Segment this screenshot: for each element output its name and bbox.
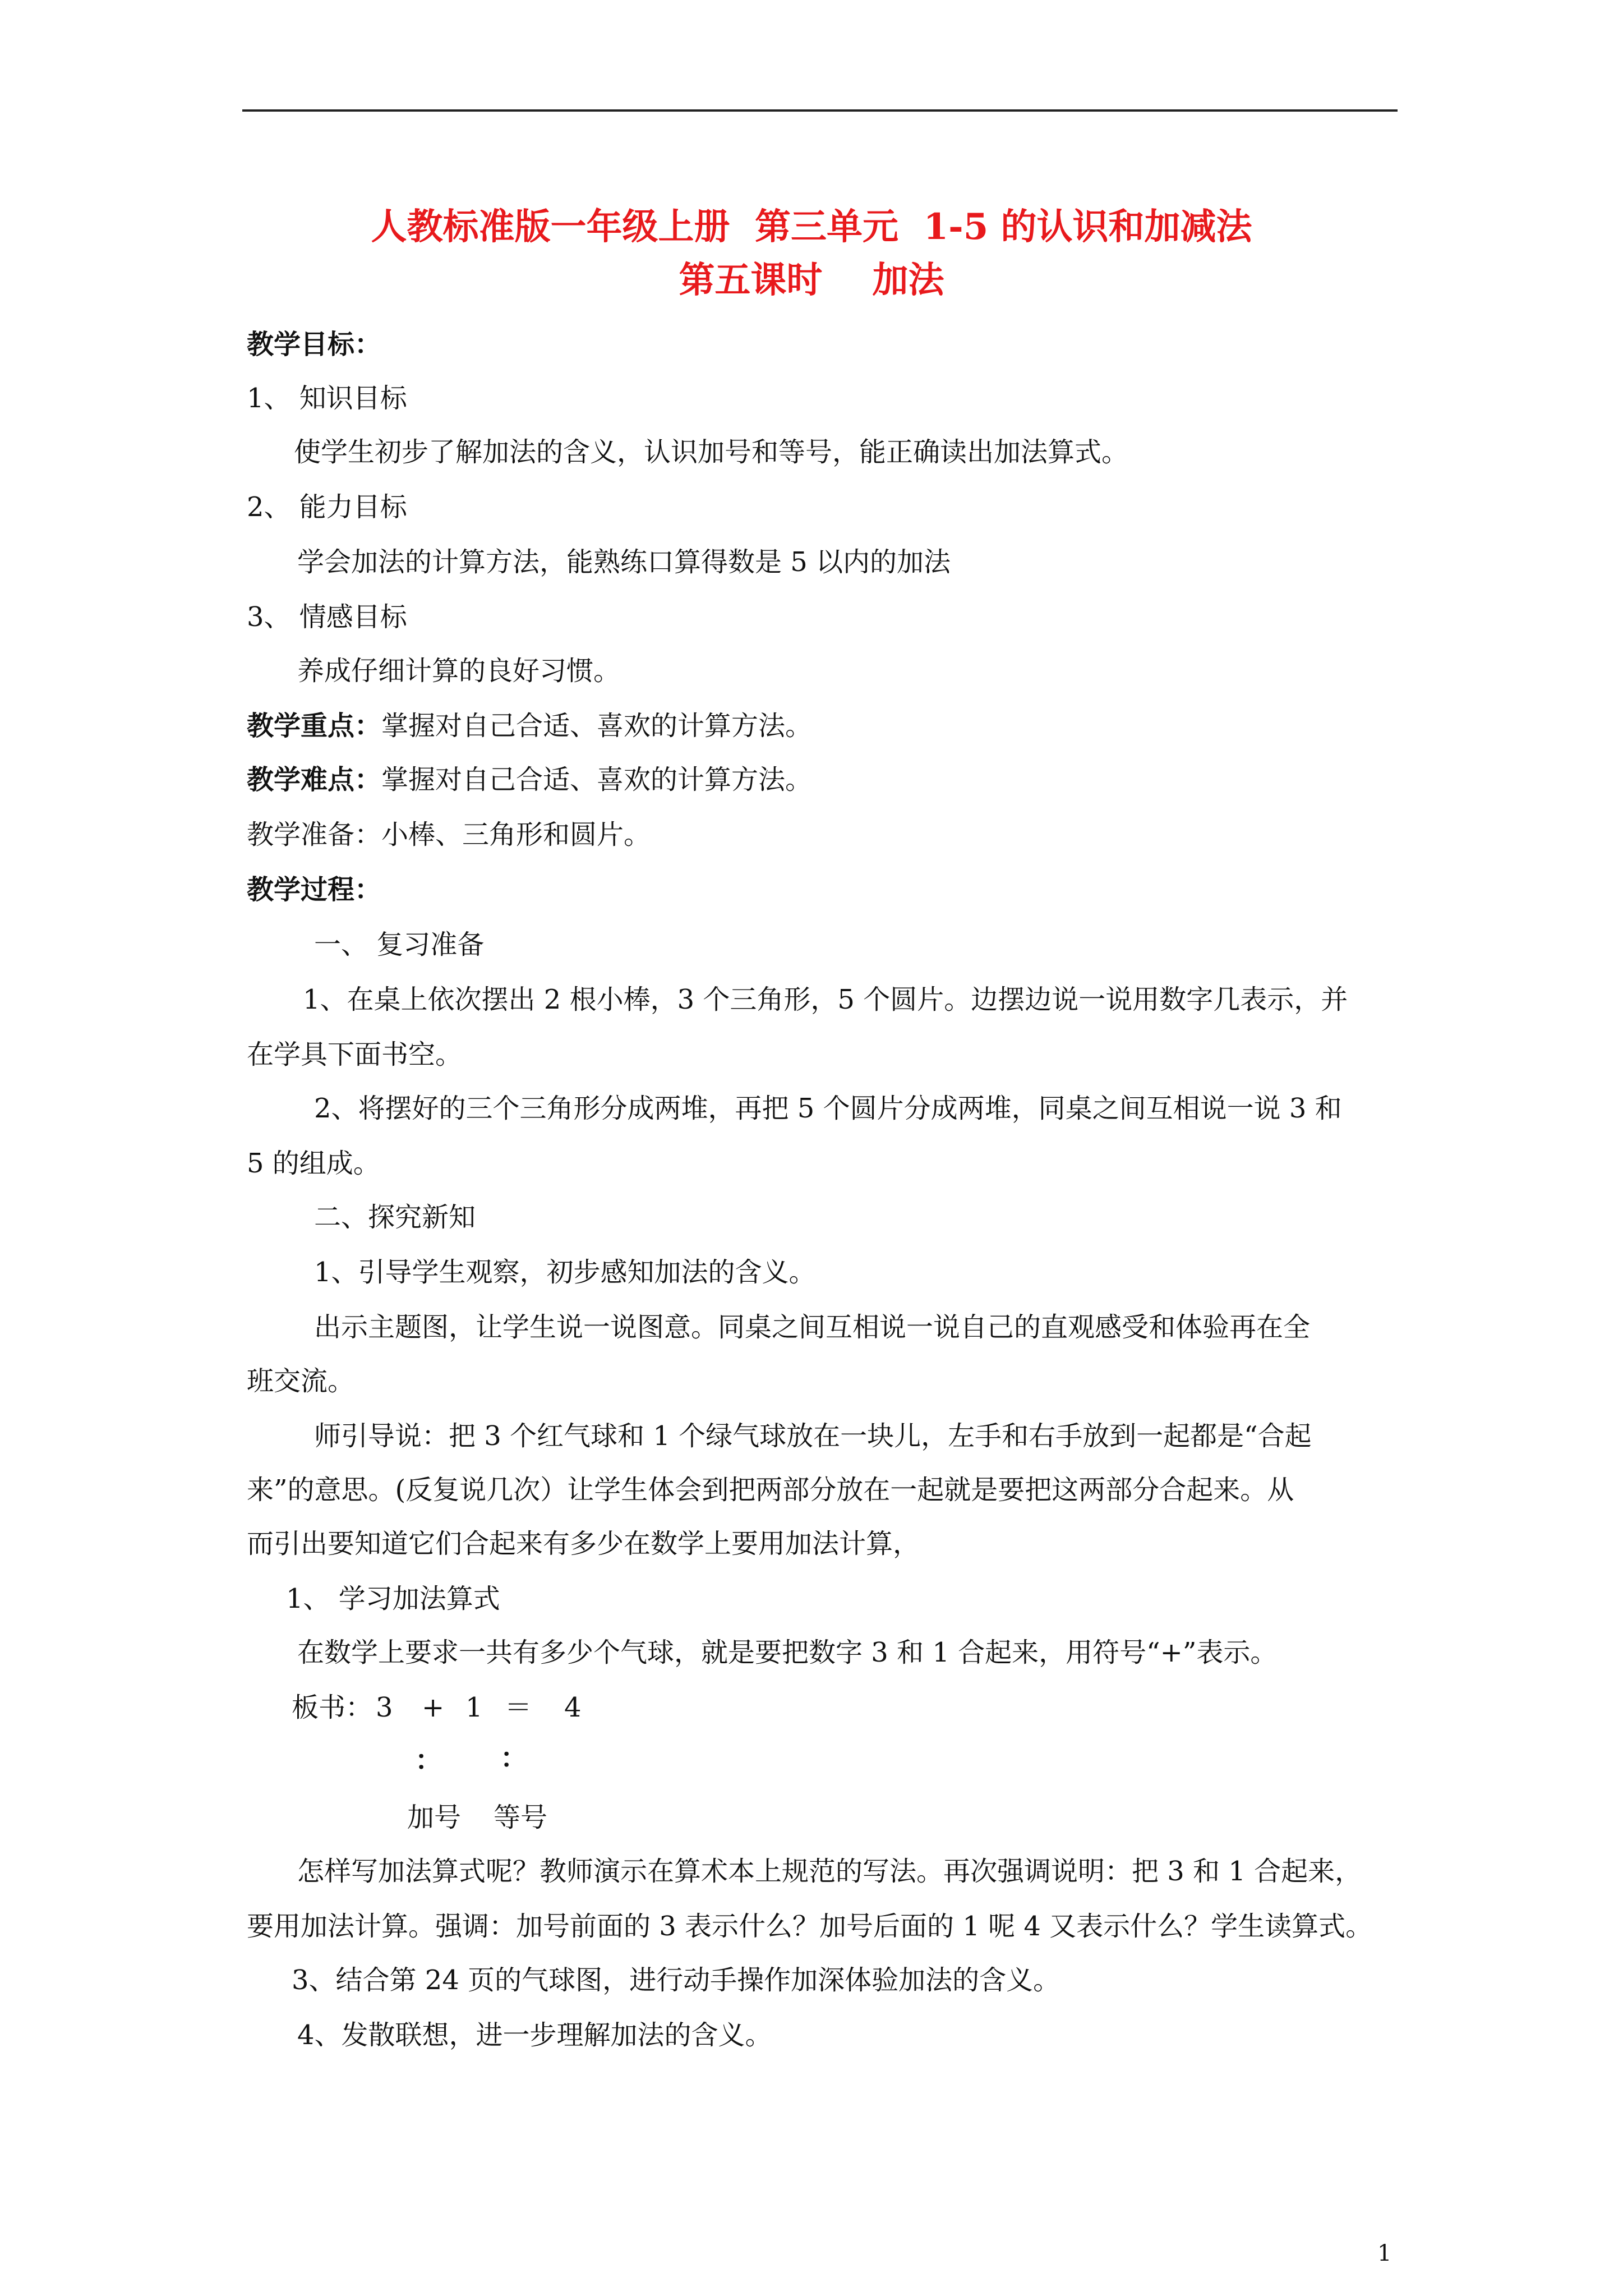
paragraph-line: 师引导说：把 3 个红气球和 1 个绿气球放在一块儿，左手和右手放到一起都是“合起 — [314, 1420, 1312, 1452]
difficulty-label: 教学难点： — [247, 764, 382, 795]
paragraph-line: 要用加法计算。强调：加号前面的 3 表示什么？加号后面的 1 呢 4 又表示什么？学生读算式。 — [247, 1911, 1373, 1942]
section-explore: 二、探究新知 — [314, 1202, 476, 1233]
paragraph-line: 4、发散联想，进一步理解加法的含义。 — [297, 2019, 772, 2051]
objectives-heading: 教学目标： — [247, 329, 382, 360]
board-colon-equals: ： — [500, 1742, 528, 1774]
objective-2-text: 学会加法的计算方法，能熟练口算得数是 5 以内的加法 — [297, 546, 951, 578]
document-title: 人教标准版一年级上册 第三单元 1-5 的认识和加减法 — [371, 206, 1252, 248]
paragraph-line: 而引出要知道它们合起来有多少在数学上要用加法计算， — [247, 1528, 920, 1559]
paragraph-line: 出示主题图，让学生说一说图意。同桌之间互相说一说自己的直观感受和体验再在全 — [314, 1312, 1311, 1343]
objective-2-label: 2、 能力目标 — [247, 491, 407, 523]
difficulty — [247, 763, 812, 797]
paragraph-line: 3、结合第 24 页的气球图，进行动手操作加深体验加法的含义。 — [292, 1964, 1061, 1996]
lesson-title: 第五课时 加法 — [679, 259, 944, 301]
objective-1-label: 1、 知识目标 — [247, 383, 407, 414]
paragraph-line: 2、将摆好的三个三角形分成两堆，再把 5 个圆片分成两堆，同桌之间互相说一说 3 和 — [314, 1093, 1342, 1124]
board-plus: + — [422, 1692, 445, 1723]
board-equals: ＝ — [505, 1692, 532, 1723]
key-point — [247, 709, 812, 743]
board-label: 板书： — [292, 1692, 373, 1723]
key-point-text: 掌握对自己合适、喜欢的计算方法。 — [381, 710, 813, 742]
paragraph-line: 怎样写加法算式呢？教师演示在算术本上规范的写法。再次强调说明：把 3 和 1 合起来， — [297, 1856, 1362, 1887]
header-rule — [242, 109, 1398, 112]
board-colon-plus: ： — [415, 1745, 442, 1776]
paragraph-line: 5 的组成。 — [247, 1148, 380, 1179]
paragraph-line: 1、引导学生观察，初步感知加法的含义。 — [314, 1257, 816, 1288]
board-number-1: 1 — [465, 1692, 483, 1723]
paragraph-line: 在数学上要求一共有多少个气球，就是要把数字 3 和 1 合起来，用符号“+”表示。 — [297, 1637, 1278, 1668]
process-heading: 教学过程： — [247, 874, 382, 905]
paragraph-line: 1、 学习加法算式 — [286, 1583, 500, 1614]
page-number: 1 — [1377, 2240, 1392, 2266]
board-plus-name: 加号 — [407, 1802, 462, 1833]
board-result: 4 — [564, 1692, 582, 1723]
paragraph-line: 来”的意思。(反复说几次）让学生体会到把两部分放在一起就是要把这两部分合起来。从 — [247, 1474, 1294, 1506]
paragraph-line: 1、在桌上依次摆出 2 根小棒，3 个三角形，5 个圆片。边摆边说一说用数字几表示，并 — [303, 984, 1348, 1015]
key-point-label: 教学重点： — [247, 710, 382, 742]
objective-3-label: 3、 情感目标 — [247, 601, 407, 633]
preparation: 教学准备：小棒、三角形和圆片。 — [247, 819, 651, 850]
objective-1-text: 使学生初步了解加法的含义，认识加号和等号，能正确读出加法算式。 — [294, 436, 1129, 468]
board-equals-name: 等号 — [494, 1802, 548, 1833]
difficulty-text: 掌握对自己合适、喜欢的计算方法。 — [381, 764, 813, 795]
paragraph-line: 班交流。 — [247, 1365, 355, 1397]
board-number-3: 3 — [376, 1692, 393, 1723]
objective-3-text: 养成仔细计算的良好习惯。 — [297, 655, 621, 687]
paragraph-line: 在学具下面书空。 — [247, 1039, 463, 1070]
section-review: 一、 复习准备 — [314, 929, 485, 960]
